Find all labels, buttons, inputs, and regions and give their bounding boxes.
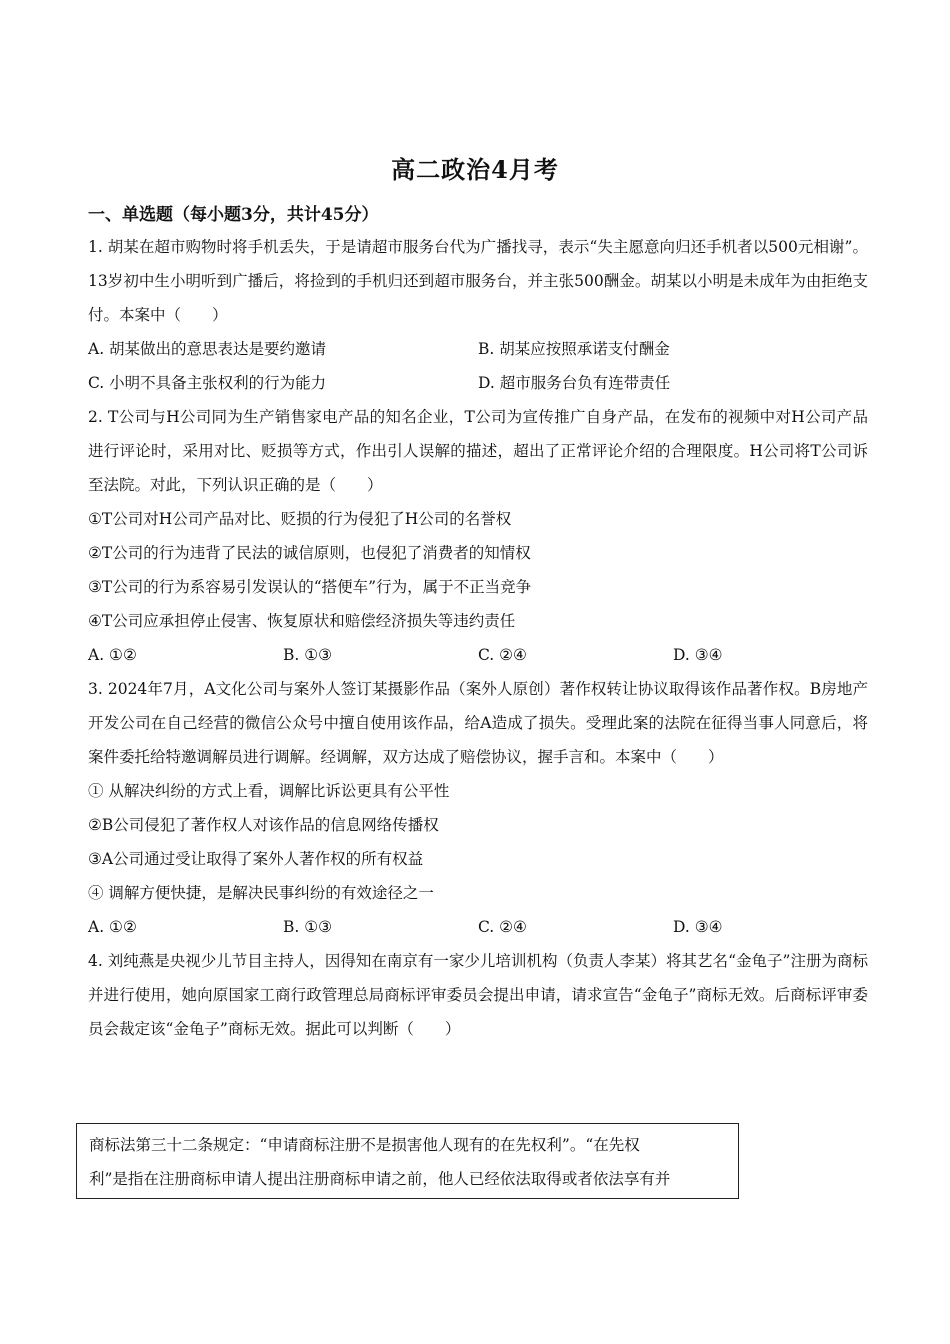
question-4-stem: 4. 刘纯燕是央视少儿节目主持人，因得知在南京有一家少儿培训机构（负责人李某）将其艺名“金龟子”注册为商标并进行使用，她向原国家工商行政管理总局商标评审委员会提出申请，请求宣告“金龟子”商标无效。后商标评审委员会裁定该“金龟子”商标无效。据此可以判断（ ） — [88, 952, 868, 1038]
question-3-item-2: ②B公司侵犯了著作权人对该作品的信息网络传播权 — [88, 816, 439, 834]
question-2-item-1: ①T公司对H公司产品对比、贬损的行为侵犯了H公司的名誉权 — [88, 510, 512, 528]
option-c: C. 小明不具备主张权利的行为能力 — [88, 374, 327, 392]
material-line-2: 利”是指在注册商标申请人提出注册商标申请之前，他人已经依法取得或者依法享有并 — [89, 1170, 671, 1188]
material-box — [76, 1123, 739, 1199]
question-1-options-row-1 — [88, 332, 868, 366]
option-b: B. ①③ — [283, 646, 333, 664]
option-b: B. ①③ — [283, 918, 333, 936]
question-3-item-1: ① 从解决纠纷的方式上看，调解比诉讼更具有公平性 — [88, 782, 450, 800]
option-b: B. 胡某应按照承诺支付酬金 — [478, 340, 670, 358]
question-3-options — [88, 910, 868, 944]
question-3-item-3: ③A公司通过受让取得了案外人著作权的所有权益 — [88, 850, 424, 868]
question-3-item-4: ④ 调解方便快捷，是解决民事纠纷的有效途径之一 — [88, 884, 434, 902]
option-a: A. ①② — [88, 646, 137, 664]
question-2-item-3: ③T公司的行为系容易引发误认的“搭便车”行为，属于不正当竞争 — [88, 578, 532, 596]
question-2-item-4: ④T公司应承担停止侵害、恢复原状和赔偿经济损失等违约责任 — [88, 612, 516, 630]
exam-title: 高二政治4月考 — [391, 155, 559, 184]
material-line-1: 商标法第三十二条规定：“申请商标注册不是损害他人现有的在先权利”。“在先权 — [89, 1136, 640, 1154]
question-2-stem: 2. T公司与H公司同为生产销售家电产品的知名企业，T公司为宣传推广自身产品，在发布的视频中对H公司产品进行评论时，采用对比、贬损等方式，作出引人误解的描述，超出了正常评论介绍的合理限度。H公司将T公司诉至法院。对此，下列认识正确的是（ ） — [88, 408, 868, 494]
question-1-options-row-2 — [88, 366, 868, 400]
option-a: A. 胡某做出的意思表达是要约邀请 — [88, 340, 327, 358]
question-2-item-2: ②T公司的行为违背了民法的诚信原则，也侵犯了消费者的知情权 — [88, 544, 531, 562]
option-c: C. ②④ — [478, 646, 527, 664]
question-1-stem: 1. 胡某在超市购物时将手机丢失，于是请超市服务台代为广播找寻，表示“失主愿意向归还手机者以500元相谢”。13岁初中生小明听到广播后，将捡到的手机归还到超市服务台，并主张500酬金。胡某以小明是未成年为由拒绝支付。本案中（ ） — [88, 238, 868, 324]
question-2-options — [88, 638, 868, 672]
option-a: A. ①② — [88, 918, 137, 936]
option-d: D. ③④ — [673, 646, 723, 664]
option-d: D. 超市服务台负有连带责任 — [478, 374, 671, 392]
question-3-stem: 3. 2024年7月，A文化公司与案外人签订某摄影作品（案外人原创）著作权转让协议取得该作品著作权。B房地产开发公司在自己经营的微信公众号中擅自使用该作品，给A造成了损失。受理此案的法院在征得当事人同意后，将案件委托给特邀调解员进行调解。经调解，双方达成了赔偿协议，握手言和。本案中（ ） — [88, 680, 868, 766]
question-list — [88, 230, 868, 1046]
option-d: D. ③④ — [673, 918, 723, 936]
section-heading: 一、单选题（每小题3分，共计45分） — [88, 205, 379, 225]
option-c: C. ②④ — [478, 918, 527, 936]
